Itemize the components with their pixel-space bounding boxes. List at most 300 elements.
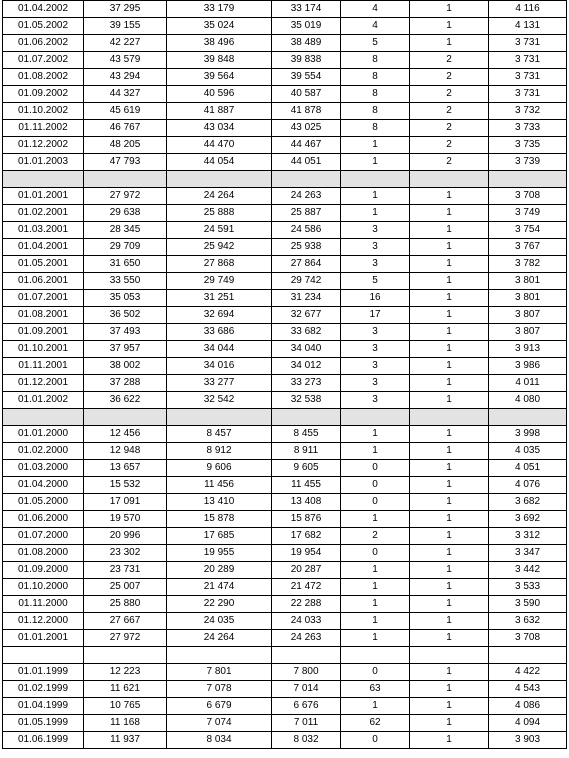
value-cell: 24 586 xyxy=(272,222,341,239)
value-cell: 4 051 xyxy=(489,460,567,477)
date-cell: 01.04.2002 xyxy=(3,1,84,18)
table-row xyxy=(3,103,567,120)
value-cell: 6 679 xyxy=(167,698,272,715)
table-row xyxy=(3,460,567,477)
value-cell: 3 533 xyxy=(489,579,567,596)
table-row xyxy=(3,528,567,545)
value-cell: 15 878 xyxy=(167,511,272,528)
value-cell: 0 xyxy=(341,545,410,562)
value-cell: 1 xyxy=(341,596,410,613)
value-cell: 37 957 xyxy=(84,341,167,358)
value-cell: 3 708 xyxy=(489,630,567,647)
date-cell: 01.10.2001 xyxy=(3,341,84,358)
table-row xyxy=(3,426,567,443)
value-cell: 39 564 xyxy=(167,69,272,86)
table-row xyxy=(3,290,567,307)
separator-cell xyxy=(341,171,410,188)
value-cell: 2 xyxy=(410,120,489,137)
table-row xyxy=(3,392,567,409)
value-cell: 1 xyxy=(410,664,489,681)
value-cell: 44 470 xyxy=(167,137,272,154)
value-cell: 13 657 xyxy=(84,460,167,477)
value-cell: 33 273 xyxy=(272,375,341,392)
value-cell: 32 538 xyxy=(272,392,341,409)
value-cell: 41 878 xyxy=(272,103,341,120)
value-cell: 13 410 xyxy=(167,494,272,511)
value-cell: 3 754 xyxy=(489,222,567,239)
value-cell: 11 456 xyxy=(167,477,272,494)
value-cell: 1 xyxy=(410,341,489,358)
value-cell: 1 xyxy=(410,596,489,613)
value-cell: 8 032 xyxy=(272,732,341,749)
value-cell: 2 xyxy=(410,154,489,171)
value-cell: 1 xyxy=(410,681,489,698)
value-cell: 35 019 xyxy=(272,18,341,35)
table-row xyxy=(3,630,567,647)
value-cell: 28 345 xyxy=(84,222,167,239)
value-cell: 63 xyxy=(341,681,410,698)
value-cell: 1 xyxy=(410,35,489,52)
value-cell: 1 xyxy=(410,273,489,290)
value-cell: 4 xyxy=(341,1,410,18)
value-cell: 11 168 xyxy=(84,715,167,732)
value-cell: 3 782 xyxy=(489,256,567,273)
table-row xyxy=(3,698,567,715)
value-cell: 3 767 xyxy=(489,239,567,256)
table-row xyxy=(3,154,567,171)
table-row xyxy=(3,664,567,681)
value-cell: 3 986 xyxy=(489,358,567,375)
value-cell: 35 053 xyxy=(84,290,167,307)
table-row xyxy=(3,188,567,205)
separator-cell xyxy=(272,171,341,188)
value-cell: 44 054 xyxy=(167,154,272,171)
value-cell: 17 685 xyxy=(167,528,272,545)
value-cell: 3 731 xyxy=(489,86,567,103)
date-cell: 01.02.2000 xyxy=(3,443,84,460)
date-cell: 01.03.2000 xyxy=(3,460,84,477)
value-cell: 29 709 xyxy=(84,239,167,256)
value-cell: 43 034 xyxy=(167,120,272,137)
value-cell: 3 708 xyxy=(489,188,567,205)
value-cell: 0 xyxy=(341,664,410,681)
value-cell: 25 888 xyxy=(167,205,272,222)
value-cell: 44 467 xyxy=(272,137,341,154)
date-cell: 01.01.1999 xyxy=(3,664,84,681)
separator-cell xyxy=(489,409,567,426)
value-cell: 2 xyxy=(410,137,489,154)
table-row xyxy=(3,596,567,613)
value-cell: 11 621 xyxy=(84,681,167,698)
value-cell: 25 942 xyxy=(167,239,272,256)
value-cell: 1 xyxy=(410,698,489,715)
table-row xyxy=(3,222,567,239)
value-cell: 11 937 xyxy=(84,732,167,749)
data-table xyxy=(2,0,567,749)
value-cell: 1 xyxy=(410,324,489,341)
value-cell: 3 xyxy=(341,256,410,273)
value-cell: 1 xyxy=(410,545,489,562)
table-body xyxy=(3,1,567,749)
value-cell: 24 264 xyxy=(167,630,272,647)
value-cell: 20 996 xyxy=(84,528,167,545)
table-row xyxy=(3,579,567,596)
value-cell: 41 887 xyxy=(167,103,272,120)
date-cell: 01.08.2001 xyxy=(3,307,84,324)
separator-cell xyxy=(84,409,167,426)
value-cell: 1 xyxy=(410,613,489,630)
value-cell: 3 312 xyxy=(489,528,567,545)
separator-cell xyxy=(84,171,167,188)
value-cell: 3 xyxy=(341,222,410,239)
value-cell: 32 677 xyxy=(272,307,341,324)
value-cell: 1 xyxy=(410,426,489,443)
value-cell: 3 801 xyxy=(489,273,567,290)
separator-cell xyxy=(341,409,410,426)
value-cell: 13 408 xyxy=(272,494,341,511)
value-cell: 38 002 xyxy=(84,358,167,375)
value-cell: 44 327 xyxy=(84,86,167,103)
value-cell: 33 682 xyxy=(272,324,341,341)
table-row xyxy=(3,137,567,154)
value-cell: 0 xyxy=(341,494,410,511)
value-cell: 39 554 xyxy=(272,69,341,86)
value-cell: 0 xyxy=(341,732,410,749)
value-cell: 43 579 xyxy=(84,52,167,69)
value-cell: 4 076 xyxy=(489,477,567,494)
table-row xyxy=(3,52,567,69)
value-cell: 27 972 xyxy=(84,630,167,647)
table-row xyxy=(3,613,567,630)
value-cell: 17 682 xyxy=(272,528,341,545)
date-cell: 01.11.2001 xyxy=(3,358,84,375)
value-cell: 4 011 xyxy=(489,375,567,392)
value-cell: 1 xyxy=(410,494,489,511)
date-cell: 01.06.2000 xyxy=(3,511,84,528)
value-cell: 40 596 xyxy=(167,86,272,103)
value-cell: 1 xyxy=(410,222,489,239)
date-cell: 01.07.2001 xyxy=(3,290,84,307)
value-cell: 2 xyxy=(410,103,489,120)
date-cell: 01.09.2002 xyxy=(3,86,84,103)
value-cell: 25 007 xyxy=(84,579,167,596)
value-cell: 4 xyxy=(341,18,410,35)
value-cell: 3 732 xyxy=(489,103,567,120)
separator-cell xyxy=(410,409,489,426)
value-cell: 19 570 xyxy=(84,511,167,528)
date-cell: 01.07.2000 xyxy=(3,528,84,545)
value-cell: 12 223 xyxy=(84,664,167,681)
table-row xyxy=(3,205,567,222)
value-cell: 25 880 xyxy=(84,596,167,613)
value-cell: 1 xyxy=(341,630,410,647)
value-cell: 8 912 xyxy=(167,443,272,460)
value-cell: 1 xyxy=(341,511,410,528)
value-cell: 3 998 xyxy=(489,426,567,443)
value-cell: 25 938 xyxy=(272,239,341,256)
value-cell: 27 667 xyxy=(84,613,167,630)
date-cell: 01.05.2000 xyxy=(3,494,84,511)
value-cell: 25 887 xyxy=(272,205,341,222)
table-row xyxy=(3,35,567,52)
value-cell: 4 094 xyxy=(489,715,567,732)
date-cell: 01.12.2001 xyxy=(3,375,84,392)
value-cell: 33 686 xyxy=(167,324,272,341)
date-cell: 01.01.2001 xyxy=(3,188,84,205)
value-cell: 1 xyxy=(341,613,410,630)
value-cell: 31 234 xyxy=(272,290,341,307)
table-row xyxy=(3,239,567,256)
table-row xyxy=(3,358,567,375)
separator-cell xyxy=(3,171,84,188)
value-cell: 20 289 xyxy=(167,562,272,579)
date-cell: 01.01.2001 xyxy=(3,630,84,647)
table-row xyxy=(3,494,567,511)
date-cell: 01.08.2000 xyxy=(3,545,84,562)
value-cell: 31 650 xyxy=(84,256,167,273)
value-cell: 3 442 xyxy=(489,562,567,579)
value-cell: 27 868 xyxy=(167,256,272,273)
separator-cell xyxy=(167,647,272,664)
date-cell: 01.02.1999 xyxy=(3,681,84,698)
value-cell: 3 807 xyxy=(489,307,567,324)
value-cell: 1 xyxy=(341,205,410,222)
value-cell: 1 xyxy=(341,579,410,596)
value-cell: 17 091 xyxy=(84,494,167,511)
date-cell: 01.05.2002 xyxy=(3,18,84,35)
separator-cell xyxy=(167,171,272,188)
table-row xyxy=(3,18,567,35)
value-cell: 45 619 xyxy=(84,103,167,120)
value-cell: 1 xyxy=(410,562,489,579)
value-cell: 1 xyxy=(410,630,489,647)
separator-cell xyxy=(410,647,489,664)
value-cell: 43 025 xyxy=(272,120,341,137)
value-cell: 3 xyxy=(341,324,410,341)
value-cell: 24 591 xyxy=(167,222,272,239)
value-cell: 22 290 xyxy=(167,596,272,613)
value-cell: 1 xyxy=(410,511,489,528)
date-cell: 01.10.2002 xyxy=(3,103,84,120)
value-cell: 39 155 xyxy=(84,18,167,35)
value-cell: 37 493 xyxy=(84,324,167,341)
value-cell: 1 xyxy=(410,307,489,324)
separator-cell xyxy=(167,409,272,426)
blank-row xyxy=(3,647,567,664)
value-cell: 10 765 xyxy=(84,698,167,715)
value-cell: 8 911 xyxy=(272,443,341,460)
value-cell: 9 606 xyxy=(167,460,272,477)
date-cell: 01.09.2001 xyxy=(3,324,84,341)
value-cell: 24 035 xyxy=(167,613,272,630)
value-cell: 5 xyxy=(341,273,410,290)
value-cell: 3 xyxy=(341,341,410,358)
value-cell: 7 801 xyxy=(167,664,272,681)
table-row xyxy=(3,69,567,86)
value-cell: 1 xyxy=(341,154,410,171)
value-cell: 0 xyxy=(341,477,410,494)
value-cell: 36 502 xyxy=(84,307,167,324)
value-cell: 12 456 xyxy=(84,426,167,443)
table-row xyxy=(3,86,567,103)
separator-cell xyxy=(410,171,489,188)
value-cell: 1 xyxy=(410,443,489,460)
value-cell: 3 913 xyxy=(489,341,567,358)
value-cell: 62 xyxy=(341,715,410,732)
value-cell: 22 288 xyxy=(272,596,341,613)
date-cell: 01.06.2001 xyxy=(3,273,84,290)
value-cell: 11 455 xyxy=(272,477,341,494)
table-row xyxy=(3,120,567,137)
value-cell: 27 972 xyxy=(84,188,167,205)
value-cell: 24 263 xyxy=(272,188,341,205)
value-cell: 19 955 xyxy=(167,545,272,562)
date-cell: 01.12.2002 xyxy=(3,137,84,154)
table-row xyxy=(3,273,567,290)
value-cell: 6 676 xyxy=(272,698,341,715)
date-cell: 01.05.1999 xyxy=(3,715,84,732)
separator-row xyxy=(3,409,567,426)
date-cell: 01.12.2000 xyxy=(3,613,84,630)
table-row xyxy=(3,443,567,460)
value-cell: 34 040 xyxy=(272,341,341,358)
value-cell: 4 543 xyxy=(489,681,567,698)
date-cell: 01.02.2001 xyxy=(3,205,84,222)
value-cell: 3 733 xyxy=(489,120,567,137)
value-cell: 33 550 xyxy=(84,273,167,290)
value-cell: 1 xyxy=(341,426,410,443)
separator-cell xyxy=(489,647,567,664)
separator-cell xyxy=(489,171,567,188)
value-cell: 46 767 xyxy=(84,120,167,137)
value-cell: 1 xyxy=(410,188,489,205)
date-cell: 01.07.2002 xyxy=(3,52,84,69)
value-cell: 4 080 xyxy=(489,392,567,409)
value-cell: 1 xyxy=(410,18,489,35)
value-cell: 1 xyxy=(410,732,489,749)
value-cell: 8 xyxy=(341,120,410,137)
value-cell: 27 864 xyxy=(272,256,341,273)
value-cell: 23 302 xyxy=(84,545,167,562)
value-cell: 3 731 xyxy=(489,69,567,86)
separator-cell xyxy=(341,647,410,664)
value-cell: 4 131 xyxy=(489,18,567,35)
value-cell: 4 086 xyxy=(489,698,567,715)
separator-cell xyxy=(272,409,341,426)
table-row xyxy=(3,375,567,392)
table-row xyxy=(3,562,567,579)
date-cell: 01.06.1999 xyxy=(3,732,84,749)
table-row xyxy=(3,307,567,324)
value-cell: 2 xyxy=(341,528,410,545)
value-cell: 1 xyxy=(341,698,410,715)
separator-cell xyxy=(272,647,341,664)
date-cell: 01.10.2000 xyxy=(3,579,84,596)
value-cell: 3 739 xyxy=(489,154,567,171)
value-cell: 15 876 xyxy=(272,511,341,528)
value-cell: 42 227 xyxy=(84,35,167,52)
date-cell: 01.04.1999 xyxy=(3,698,84,715)
value-cell: 21 472 xyxy=(272,579,341,596)
table-row xyxy=(3,681,567,698)
value-cell: 16 xyxy=(341,290,410,307)
value-cell: 4 035 xyxy=(489,443,567,460)
value-cell: 33 179 xyxy=(167,1,272,18)
value-cell: 3 632 xyxy=(489,613,567,630)
value-cell: 24 264 xyxy=(167,188,272,205)
value-cell: 4 422 xyxy=(489,664,567,681)
value-cell: 12 948 xyxy=(84,443,167,460)
separator-cell xyxy=(3,409,84,426)
value-cell: 3 682 xyxy=(489,494,567,511)
value-cell: 2 xyxy=(410,86,489,103)
separator-cell xyxy=(3,647,84,664)
value-cell: 4 116 xyxy=(489,1,567,18)
value-cell: 3 xyxy=(341,358,410,375)
value-cell: 40 587 xyxy=(272,86,341,103)
value-cell: 3 807 xyxy=(489,324,567,341)
value-cell: 34 016 xyxy=(167,358,272,375)
table-row xyxy=(3,477,567,494)
value-cell: 1 xyxy=(410,375,489,392)
value-cell: 38 489 xyxy=(272,35,341,52)
value-cell: 7 011 xyxy=(272,715,341,732)
value-cell: 1 xyxy=(410,477,489,494)
value-cell: 8 xyxy=(341,52,410,69)
value-cell: 3 xyxy=(341,392,410,409)
value-cell: 31 251 xyxy=(167,290,272,307)
value-cell: 1 xyxy=(410,715,489,732)
value-cell: 21 474 xyxy=(167,579,272,596)
table-row xyxy=(3,324,567,341)
value-cell: 24 263 xyxy=(272,630,341,647)
table-row xyxy=(3,256,567,273)
value-cell: 3 731 xyxy=(489,35,567,52)
value-cell: 3 xyxy=(341,375,410,392)
value-cell: 8 xyxy=(341,103,410,120)
value-cell: 3 590 xyxy=(489,596,567,613)
date-cell: 01.09.2000 xyxy=(3,562,84,579)
value-cell: 1 xyxy=(341,562,410,579)
value-cell: 3 801 xyxy=(489,290,567,307)
value-cell: 39 838 xyxy=(272,52,341,69)
value-cell: 1 xyxy=(341,443,410,460)
value-cell: 23 731 xyxy=(84,562,167,579)
value-cell: 44 051 xyxy=(272,154,341,171)
value-cell: 3 749 xyxy=(489,205,567,222)
date-cell: 01.03.2001 xyxy=(3,222,84,239)
date-cell: 01.01.2003 xyxy=(3,154,84,171)
value-cell: 2 xyxy=(410,69,489,86)
value-cell: 17 xyxy=(341,307,410,324)
date-cell: 01.11.2000 xyxy=(3,596,84,613)
date-cell: 01.05.2001 xyxy=(3,256,84,273)
value-cell: 1 xyxy=(410,358,489,375)
separator-cell xyxy=(84,647,167,664)
value-cell: 3 xyxy=(341,239,410,256)
value-cell: 29 742 xyxy=(272,273,341,290)
value-cell: 34 012 xyxy=(272,358,341,375)
value-cell: 8 xyxy=(341,69,410,86)
value-cell: 20 287 xyxy=(272,562,341,579)
date-cell: 01.04.2000 xyxy=(3,477,84,494)
value-cell: 29 638 xyxy=(84,205,167,222)
table-row xyxy=(3,732,567,749)
value-cell: 48 205 xyxy=(84,137,167,154)
date-cell: 01.04.2001 xyxy=(3,239,84,256)
value-cell: 37 295 xyxy=(84,1,167,18)
table-row xyxy=(3,1,567,18)
